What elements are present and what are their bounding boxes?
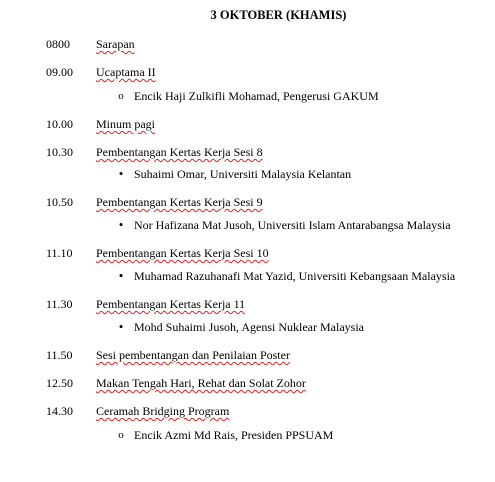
speaker-text: Suhaimi Omar, Universiti Malaysia Kelantan <box>134 167 352 181</box>
schedule-row <box>0 64 495 80</box>
speaker-item <box>0 427 495 443</box>
schedule-time: 10.00 <box>46 117 73 131</box>
schedule-activity: Sesi pembentangan dan Penilaian Poster <box>96 348 290 362</box>
schedule-time: 10.30 <box>46 145 73 159</box>
schedule-time: 11.50 <box>46 348 73 362</box>
schedule-row <box>0 296 495 312</box>
schedule-row <box>0 194 495 210</box>
schedule-activity: Pembentangan Kertas Kerja Sesi 10 <box>96 246 269 260</box>
schedule-row <box>0 245 495 261</box>
schedule-row <box>0 403 495 419</box>
schedule-time: 12.50 <box>46 376 73 390</box>
speaker-item <box>0 88 495 104</box>
speaker-item <box>0 319 495 335</box>
speaker-item <box>0 217 495 233</box>
schedule-row <box>0 347 495 363</box>
schedule-activity: Pembentangan Kertas Kerja Sesi 8 <box>96 145 263 159</box>
schedule-activity: Minum pagi <box>96 117 155 131</box>
speaker-text: Nor Hafizana Mat Jusoh, Universiti Islam Antarabangsa Malaysia <box>134 218 451 232</box>
dot-bullet-icon: • <box>118 319 124 334</box>
schedule-row <box>0 375 495 391</box>
schedule-time: 10.50 <box>46 195 73 209</box>
speaker-item <box>0 268 495 284</box>
speaker-text: Encik Haji Zulkifli Mohamad, Pengerusi GAKUM <box>134 89 379 103</box>
schedule-time: 0800 <box>46 37 70 51</box>
dot-bullet-icon: • <box>118 217 124 232</box>
circle-bullet-icon: o <box>118 90 124 102</box>
page-heading: 3 OKTOBER (KHAMIS) <box>210 8 347 22</box>
speaker-item <box>0 166 495 182</box>
schedule-activity: Sarapan <box>96 37 135 51</box>
speaker-text: Encik Azmi Md Rais, Presiden PPSUAM <box>134 428 334 442</box>
schedule-activity: Pembentangan Kertas Kerja 11 <box>96 297 246 311</box>
speaker-text: Mohd Suhaimi Jusoh, Agensi Nuklear Malaysia <box>134 320 364 334</box>
speaker-text: Muhamad Razuhanafi Mat Yazid, Universiti Kebangsaan Malaysia <box>134 269 456 283</box>
schedule-row <box>0 144 495 160</box>
schedule-time: 11.10 <box>46 246 73 260</box>
circle-bullet-icon: o <box>118 429 124 441</box>
dot-bullet-icon: • <box>118 166 124 181</box>
schedule-time: 11.30 <box>46 297 73 311</box>
schedule-time: 09.00 <box>46 65 73 79</box>
schedule-row <box>0 36 495 52</box>
dot-bullet-icon: • <box>118 268 124 283</box>
schedule-activity: Makan Tengah Hari, Rehat dan Solat Zohor <box>96 376 306 390</box>
schedule-activity: Pembentangan Kertas Kerja Sesi 9 <box>96 195 263 209</box>
schedule-activity: Ceramah Bridging Program <box>96 404 230 418</box>
schedule-row <box>0 116 495 132</box>
schedule-activity: Ucaptama II <box>96 65 156 79</box>
schedule-time: 14.30 <box>46 404 73 418</box>
